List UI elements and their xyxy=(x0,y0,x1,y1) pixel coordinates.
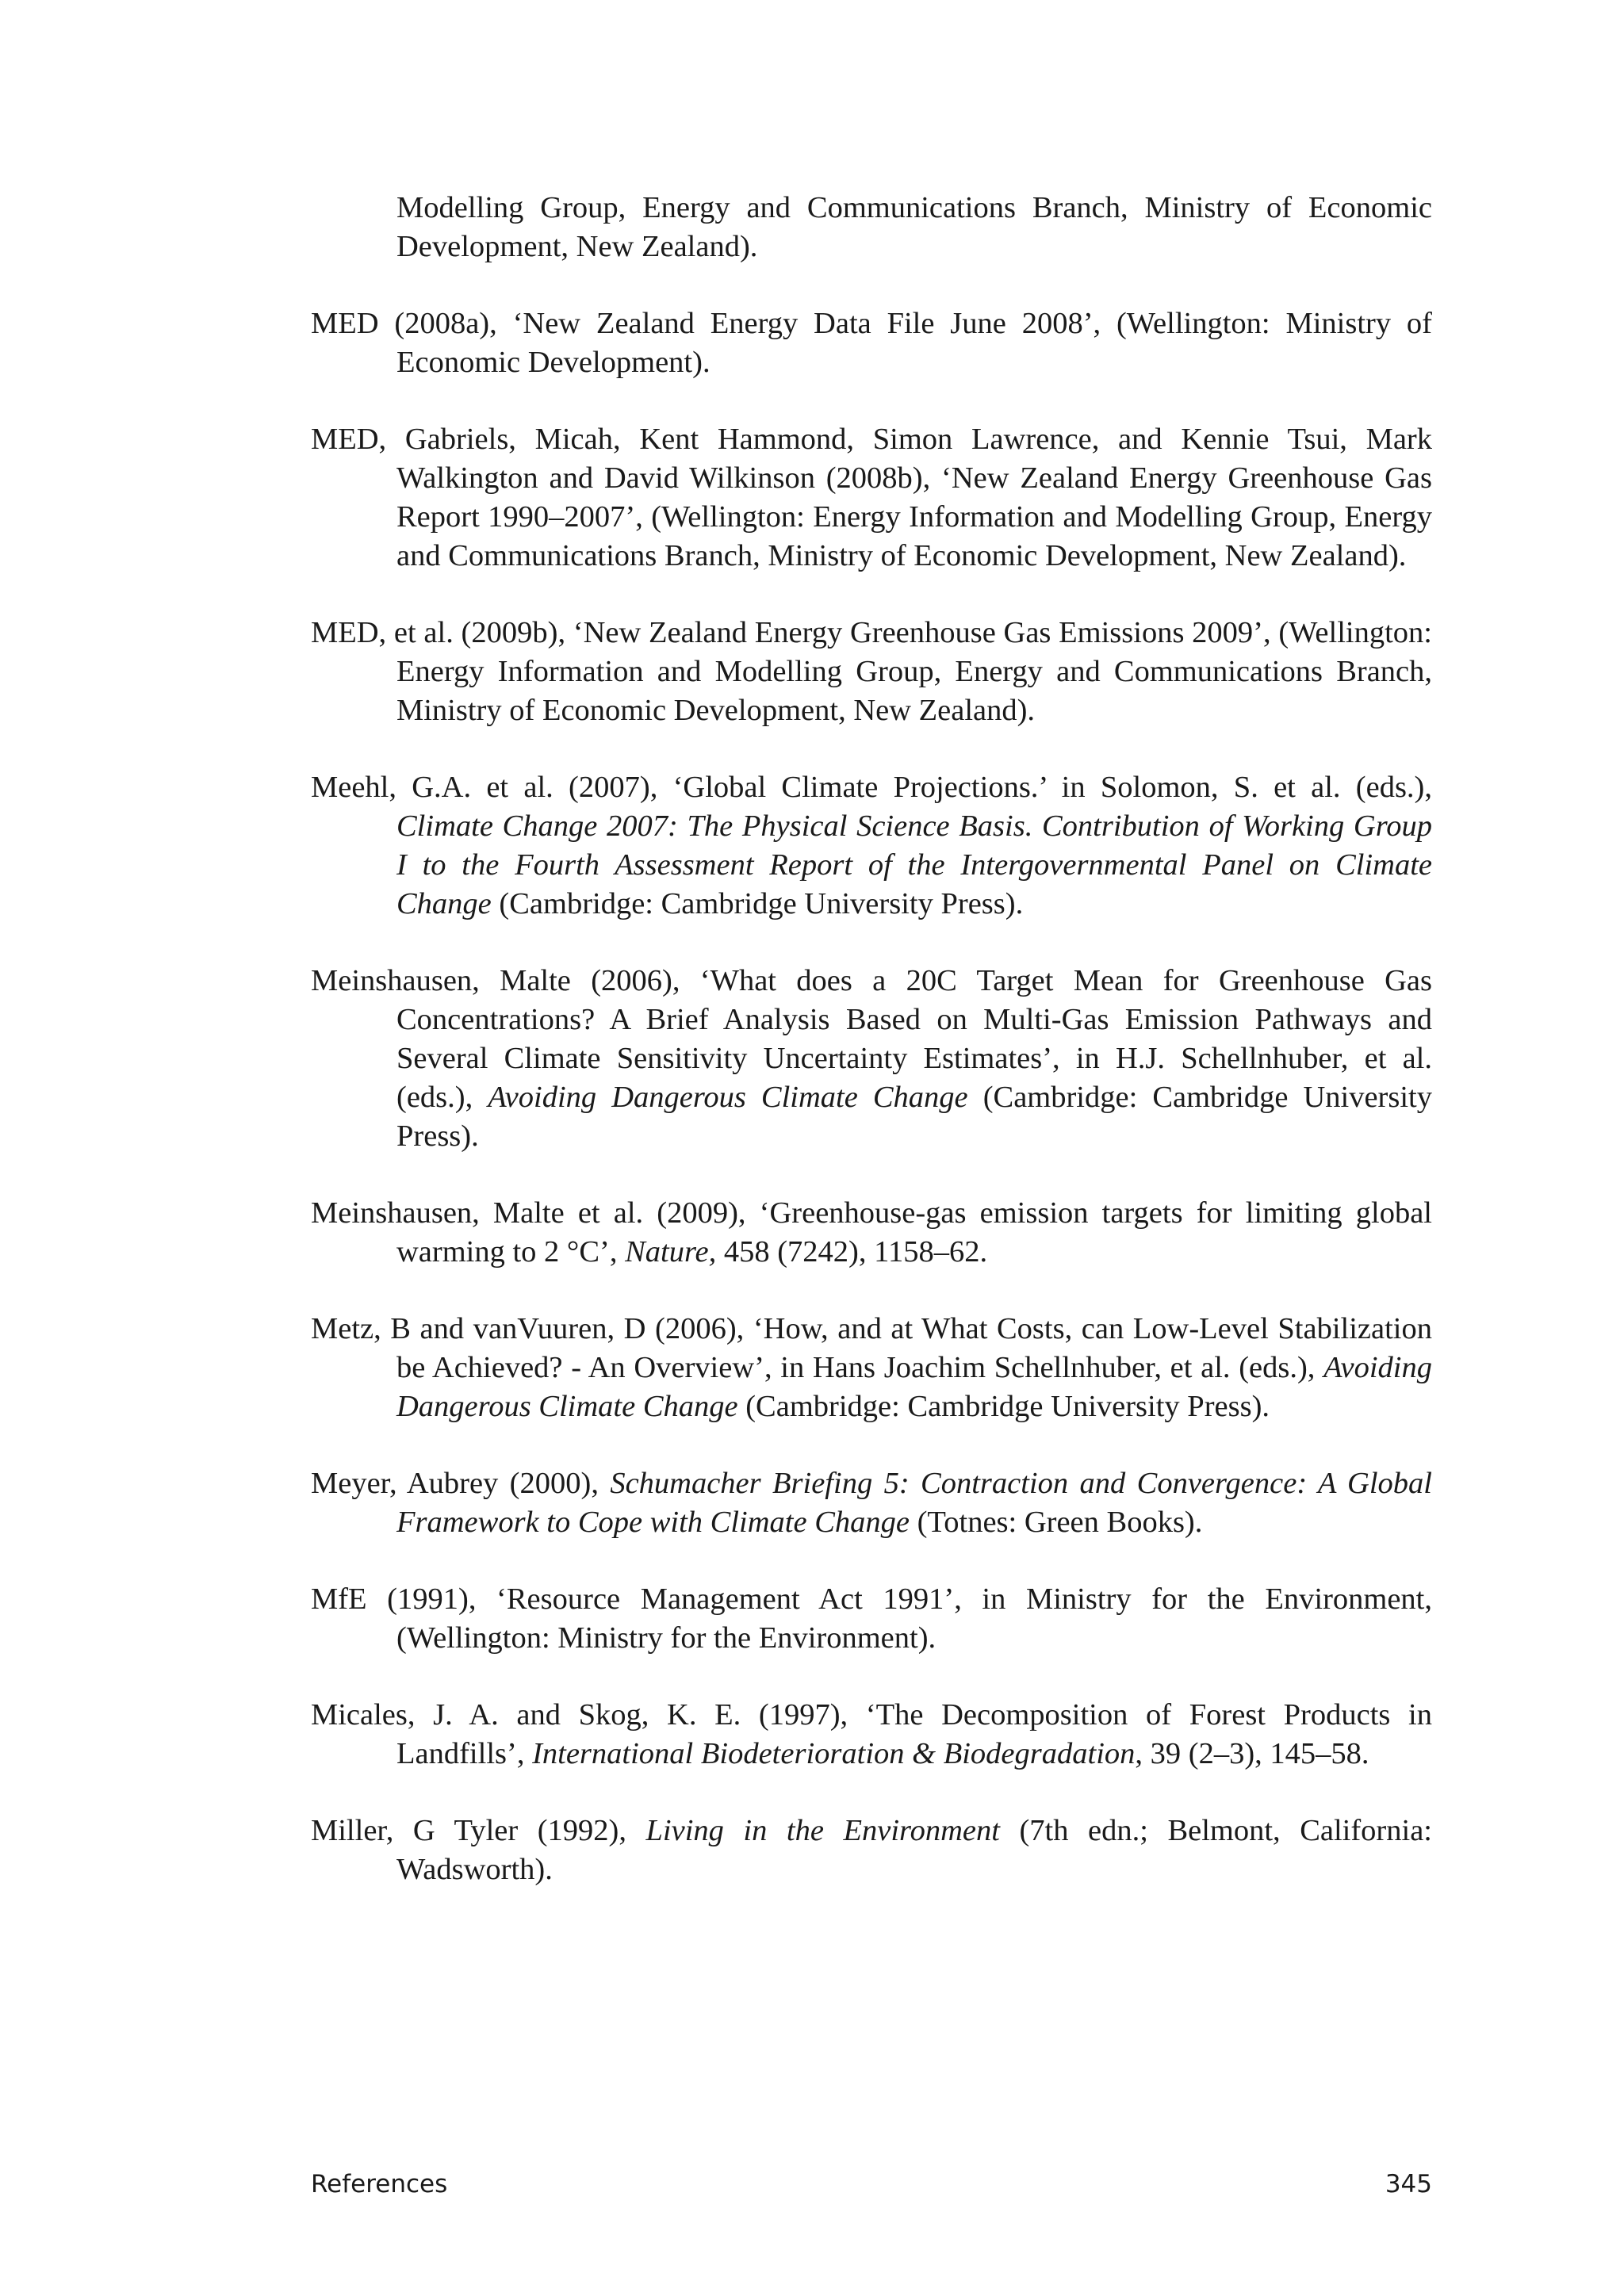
reference-text: (Cambridge: Cambridge University Press). xyxy=(491,887,1024,920)
running-footer-title: References xyxy=(311,2170,448,2198)
reference-text: Metz, B and vanVuuren, D (2006), ‘How, and at What Costs, can Low-Level Stabilization be Achieved? - An Overview’, in Hans Joachim Schellnhuber, et al. (eds.), xyxy=(311,1312,1432,1384)
reference-title-italic: Nature, xyxy=(625,1235,717,1269)
reference-entry xyxy=(311,1310,1432,1426)
reference-title-italic: Avoiding Dangerous Climate Change xyxy=(396,1351,1432,1423)
reference-title-italic: Avoiding Dangerous Climate Change xyxy=(488,1081,968,1114)
reference-text: 458 (7242), 1158–62. xyxy=(716,1235,988,1269)
reference-text: (7th edn.; Belmont, California: Wadsworth). xyxy=(396,1814,1432,1886)
reference-text: MED, Gabriels, Micah, Kent Hammond, Simon Lawrence, and Kennie Tsui, Mark Walkington and David Wilkinson (2008b), ‘New Zealand Energy Greenhouse Gas Report 1990–2007’, (Wellington: Energy Information and Modelling Group, Energy and Communications Branch, Ministry of Economic Development, New Zealand). xyxy=(311,423,1432,572)
reference-entry xyxy=(311,768,1432,924)
reference-text: , 39 (2–3), 145–58. xyxy=(1135,1737,1369,1770)
reference-text: Meyer, Aubrey (2000), xyxy=(311,1467,611,1500)
reference-text: MED, et al. (2009b), ‘New Zealand Energy Greenhouse Gas Emissions 2009’, (Wellington: Energy Information and Modelling Group, Energy and Communications Branch, Ministry of Economic Development, New Zealand). xyxy=(311,616,1432,727)
reference-text: Meehl, G.A. et al. (2007), ‘Global Climate Projections.’ in Solomon, S. et al. (eds.), xyxy=(311,771,1432,804)
reference-title-italic: International Biodeterioration & Biodegradation xyxy=(532,1737,1136,1770)
reference-text: MfE (1991), ‘Resource Management Act 1991’, in Ministry for the Environment, (Wellington: Ministry for the Environment). xyxy=(311,1582,1432,1655)
reference-text: (Cambridge: Cambridge University Press). xyxy=(396,1081,1432,1153)
reference-entry xyxy=(311,962,1432,1156)
reference-text: Micales, J. A. and Skog, K. E. (1997), ‘The Decomposition of Forest Products in Landfills’, xyxy=(311,1698,1432,1770)
reference-text: Miller, G Tyler (1992), xyxy=(311,1814,646,1847)
reference-title-italic: Living in the Environment xyxy=(645,1814,1000,1847)
reference-entry xyxy=(311,304,1432,382)
reference-entry xyxy=(311,1696,1432,1774)
reference-text: Modelling Group, Energy and Communications Branch, Ministry of Economic Development, New Zealand). xyxy=(396,191,1432,263)
reference-text: Meinshausen, Malte (2006), ‘What does a 20C Target Mean for Greenhouse Gas Concentrations? A Brief Analysis Based on Multi-Gas Emission Pathways and Several Climate Sensitivity Uncertainty Estimates’, in H.J. Schellnhuber, et al. (eds.), xyxy=(311,964,1432,1114)
reference-text: MED (2008a), ‘New Zealand Energy Data File June 2008’, (Wellington: Ministry of Economic Development). xyxy=(311,307,1432,379)
reference-entry xyxy=(311,420,1432,576)
page-number: 345 xyxy=(1385,2170,1432,2198)
reference-entry xyxy=(311,614,1432,730)
reference-entry xyxy=(311,1194,1432,1272)
reference-entry-continued xyxy=(311,189,1432,266)
reference-text: (Totnes: Green Books). xyxy=(909,1506,1203,1539)
reference-entry xyxy=(311,1464,1432,1542)
reference-list xyxy=(311,189,1432,1927)
reference-title-italic: Climate Change 2007: The Physical Science Basis. Contribution of Working Group I to the Fourth Assessment Report of the Intergovernmental Panel on Climate Change xyxy=(396,809,1432,920)
reference-text: Meinshausen, Malte et al. (2009), ‘Greenhouse-gas emission targets for limiting global warming to 2 °C’, xyxy=(311,1196,1432,1269)
reference-entry xyxy=(311,1580,1432,1658)
reference-text: (Cambridge: Cambridge University Press). xyxy=(737,1390,1270,1423)
reference-title-italic: Schumacher Briefing 5: Contraction and Convergence: A Global Framework to Cope with Climate Change xyxy=(396,1467,1432,1539)
reference-entry xyxy=(311,1812,1432,1889)
